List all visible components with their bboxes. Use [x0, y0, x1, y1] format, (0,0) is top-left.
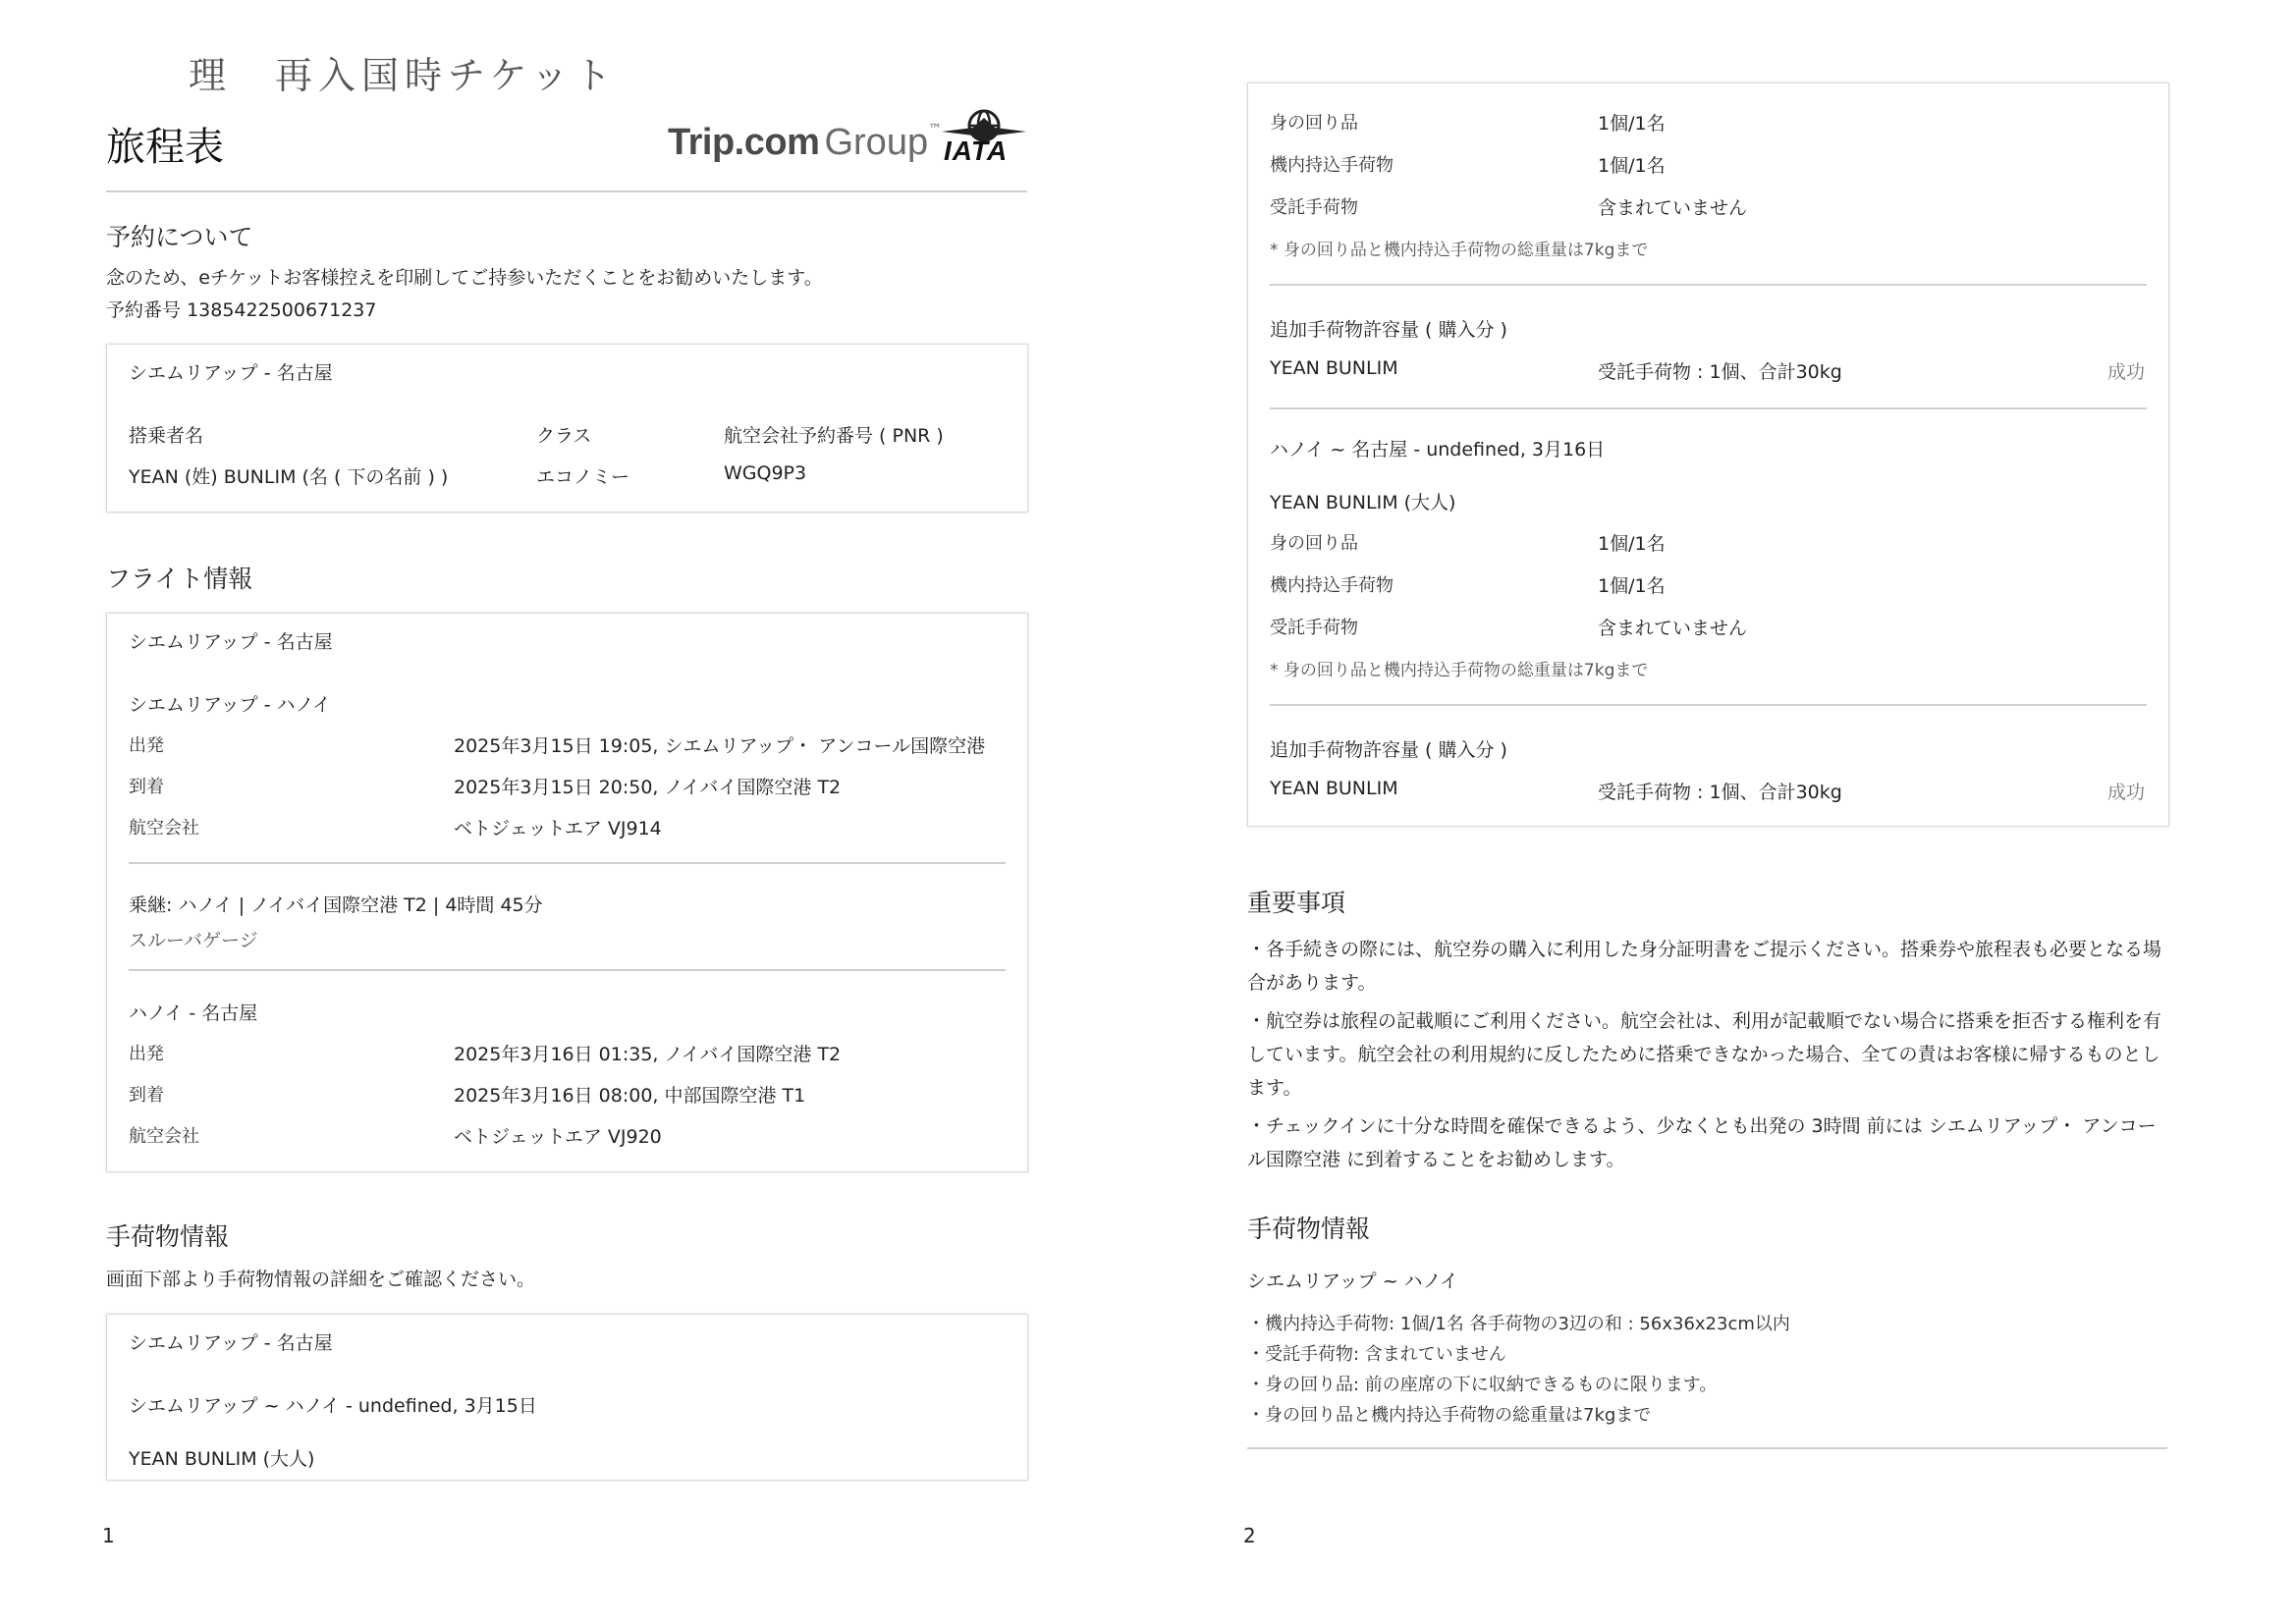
seg1-extra-passenger: YEAN BUNLIM	[1270, 357, 1398, 379]
leg2-airline: ベトジェットエア VJ920	[454, 1126, 662, 1148]
important-heading: 重要事項	[1247, 889, 1346, 917]
seg2-extra-status: 成功	[2107, 782, 2146, 803]
leg1-airline: ベトジェットエア VJ914	[454, 818, 662, 839]
flight-card	[106, 613, 1028, 1172]
important-item-2: ・航空券は旅程の記載順にご利用ください。航空会社は、利用が記載順でない場合に搭乗を拒否する権利を有しています。航空会社の利用規約に反したために搭乗できなかった場合、全ての責はお客様に帰するものとします。	[1247, 1010, 2162, 1099]
important-item-1: ・各手続きの際には、航空券の購入に利用した身分証明書をご提示ください。搭乗券や旅程表も必要となる場合があります。	[1247, 939, 2162, 994]
bottom-divider	[1247, 1447, 2167, 1449]
logo-tm: ™	[928, 122, 943, 137]
leg2-airline-label: 航空会社	[129, 1126, 199, 1147]
seg1-extra-detail: 受託手荷物 : 1個、合計30kg	[1598, 361, 1842, 383]
seg1-divider	[1270, 284, 2147, 286]
reservation-heading: 予約について	[106, 223, 253, 251]
reservation-card	[106, 344, 1028, 513]
through-baggage: スルーバゲージ	[129, 930, 258, 951]
leg1-title: シエムリアップ - ハノイ	[129, 694, 331, 716]
leg1-arrive-label: 到着	[129, 777, 164, 797]
cabin-class: エコノミー	[536, 466, 630, 488]
seg1-checked: 含まれていません	[1598, 197, 1748, 219]
seg1-extra-status: 成功	[2107, 361, 2146, 383]
leg1-arrive: 2025年3月15日 20:50, ノイバイ国際空港 T2	[454, 777, 842, 798]
col-class-label: クラス	[536, 425, 592, 447]
leg-divider-1	[129, 862, 1006, 864]
print-notice: 念のため、eチケットお客様控えを印刷してご持参いただくことをお勧めいたします。	[106, 267, 823, 289]
flight-heading: フライト情報	[106, 565, 253, 593]
logo-group-text: Group	[824, 122, 929, 163]
reservation-number	[106, 296, 376, 322]
baggage-line-1: ・機内持込手荷物: 1個/1名 各手荷物の3辺の和 : 56x36x23cm以内	[1247, 1314, 1790, 1334]
baggage-card	[106, 1314, 1028, 1481]
page-number-1: 1	[102, 1524, 115, 1547]
iata-text: IATA	[944, 135, 1009, 166]
seg2-extra-passenger: YEAN BUNLIM	[1270, 778, 1398, 799]
seg1-carryon: 1個/1名	[1598, 155, 1666, 177]
seg2-passenger: YEAN BUNLIM (大人)	[1270, 492, 1456, 514]
reservation-number-value: 1385422500671237	[187, 299, 377, 321]
seg2-personal: 1個/1名	[1598, 533, 1666, 555]
transfer-info: 乗継: ハノイ | ノイバイ国際空港 T2 | 4時間 45分	[129, 894, 543, 916]
page-number-2: 2	[1243, 1524, 1256, 1547]
col-pnr-label: 航空会社予約番号 ( PNR )	[724, 425, 944, 447]
baggage-segment: シエムリアップ ~ ハノイ - undefined, 3月15日	[129, 1395, 537, 1417]
leg2-arrive: 2025年3月16日 08:00, 中部国際空港 T1	[454, 1085, 806, 1107]
baggage-line-2: ・受託手荷物: 含まれていません	[1247, 1344, 1506, 1365]
handwritten-note: 理 再入国時チケット	[189, 54, 618, 97]
leg1-depart: 2025年3月15日 19:05, シエムリアップ・ アンコール国際空港	[454, 735, 986, 757]
baggage-intro: 画面下部より手荷物情報の詳細をご確認ください。	[106, 1269, 536, 1290]
seg1-checked-label: 受託手荷物	[1270, 197, 1358, 218]
baggage-route-2: シエムリアップ ~ ハノイ	[1247, 1271, 1458, 1292]
leg1-airline-label: 航空会社	[129, 818, 199, 839]
baggage-route: シエムリアップ - 名古屋	[129, 1332, 333, 1354]
seg2-divider	[1270, 704, 2147, 706]
seg-divider	[1270, 407, 2147, 409]
seg2-checked-label: 受託手荷物	[1270, 618, 1358, 638]
header-divider	[106, 190, 1027, 192]
logo-trip-text: Trip.com	[668, 122, 820, 163]
reservation-number-label: 予約番号	[106, 299, 182, 321]
tripcom-logo	[668, 122, 942, 164]
flight-route: シエムリアップ - 名古屋	[129, 631, 333, 653]
seg2-extra-detail: 受託手荷物 : 1個、合計30kg	[1598, 782, 1842, 803]
seg1-extra-heading: 追加手荷物許容量 ( 購入分 )	[1270, 319, 1507, 341]
seg1-weight-note: * 身の回り品と機内持込手荷物の総重量は7kgまで	[1270, 241, 1649, 260]
page-2	[1148, 0, 2296, 1623]
baggage-detail-card	[1247, 82, 2169, 827]
passenger-name: YEAN (姓) BUNLIM (名 ( 下の名前 ) )	[129, 466, 449, 488]
seg2-carryon: 1個/1名	[1598, 575, 1666, 597]
seg1-personal-label: 身の回り品	[1270, 113, 1358, 134]
seg2-title: ハノイ ~ 名古屋 - undefined, 3月16日	[1270, 439, 1606, 460]
baggage-heading-2: 手荷物情報	[1247, 1215, 1371, 1243]
leg1-depart-label: 出発	[129, 735, 164, 756]
reservation-route: シエムリアップ - 名古屋	[129, 362, 333, 384]
baggage-line-4: ・身の回り品と機内持込手荷物の総重量は7kgまで	[1247, 1405, 1652, 1426]
baggage-heading: 手荷物情報	[106, 1222, 230, 1251]
seg1-carryon-label: 機内持込手荷物	[1270, 155, 1394, 176]
baggage-passenger: YEAN BUNLIM (大人)	[129, 1448, 315, 1470]
leg2-title: ハノイ - 名古屋	[129, 1002, 258, 1024]
leg2-arrive-label: 到着	[129, 1085, 164, 1106]
pnr-code: WGQ9P3	[724, 462, 807, 484]
seg2-extra-heading: 追加手荷物許容量 ( 購入分 )	[1270, 739, 1507, 761]
seg2-weight-note: * 身の回り品と機内持込手荷物の総重量は7kgまで	[1270, 661, 1649, 680]
important-item-3: ・チェックインに十分な時間を確保できるよう、少なくとも出発の 3時間 前には シエムリアップ・ アンコール国際空港 に到着することをお勧めします。	[1247, 1115, 2157, 1170]
leg2-depart-label: 出発	[129, 1044, 164, 1064]
iata-logo	[938, 106, 1030, 167]
page-title: 旅程表	[106, 125, 224, 170]
seg2-checked: 含まれていません	[1598, 618, 1748, 639]
seg2-personal-label: 身の回り品	[1270, 533, 1358, 554]
seg1-personal: 1個/1名	[1598, 113, 1666, 135]
col-passenger-label: 搭乗者名	[129, 425, 204, 447]
leg-divider-2	[129, 969, 1006, 971]
leg2-depart: 2025年3月16日 01:35, ノイバイ国際空港 T2	[454, 1044, 842, 1065]
baggage-line-3: ・身の回り品: 前の座席の下に収納できるものに限ります。	[1247, 1375, 1718, 1395]
seg2-carryon-label: 機内持込手荷物	[1270, 575, 1394, 596]
